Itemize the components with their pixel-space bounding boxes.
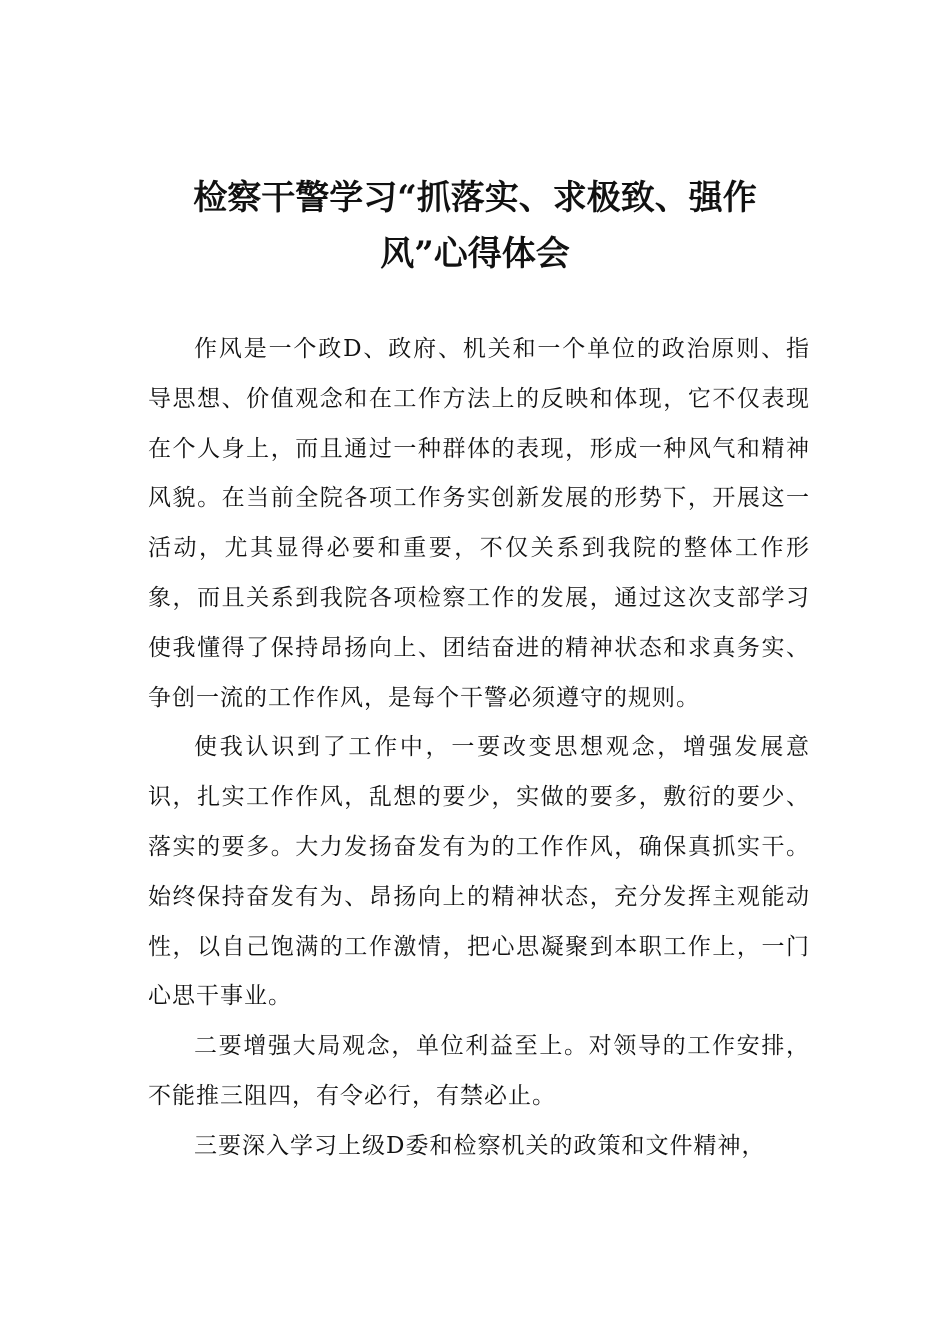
paragraph-4: 三要深入学习上级D委和检察机关的政策和文件精神，: [194, 1132, 766, 1159]
document-title: [150, 170, 800, 282]
paragraph-3: 二要增强大局观念，单位利益至上。对领导的工作安排，不能推三阻四，有令必行，有禁必止。: [148, 1033, 810, 1109]
document-body: [148, 325, 810, 1172]
paragraph-2: 使我认识到了工作中，一要改变思想观念，增强发展意识，扎实工作作风，乱想的要少，实做的要多，敷衍的要少、落实的要多。大力发扬奋发有为的工作作风，确保真抓实干。始终保持奋发有为、昂扬向上的精神状态，充分发挥主观能动性，以自己饱满的工作激情，把心思凝聚到本职工作上，一门心思干事业。: [148, 734, 810, 1010]
title-line-2: 风”心得体会: [380, 234, 570, 274]
title-line-1: 检察干警学习“抓落实、求极致、强作: [193, 178, 757, 218]
paragraph-1: 作风是一个政D、政府、机关和一个单位的政治原则、指导思想、价值观念和在工作方法上的反映和体现，它不仅表现在个人身上，而且通过一种群体的表现，形成一种风气和精神风貌。在当前全院各项工作务实创新发展的形势下，开展这一活动，尤其显得必要和重要，不仅关系到我院的整体工作形象，而且关系到我院各项检察工作的发展，通过这次支部学习使我懂得了保持昂扬向上、团结奋进的精神状态和求真务实、争创一流的工作作风，是每个干警必须遵守的规则。: [148, 336, 810, 711]
